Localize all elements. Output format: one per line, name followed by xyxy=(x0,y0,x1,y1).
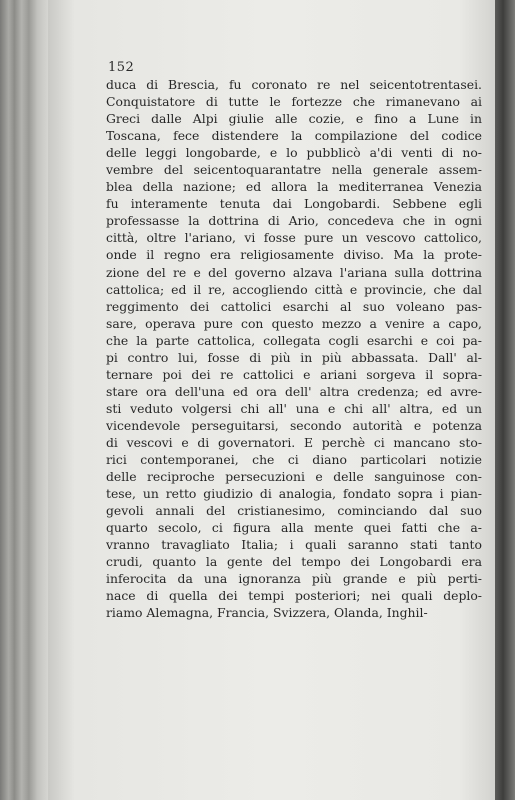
text-line: stare ora dell'una ed ora dell' altra credenza; ed avre- xyxy=(106,383,482,399)
text-line: delle leggi longobarde, e lo pubblicò a'di venti di no- xyxy=(106,145,482,161)
text-line: gevoli annali del cristianesimo, cominciando dal suo xyxy=(106,503,482,519)
text-line: nace di quella dei tempi posteriori; nei quali deplo- xyxy=(106,588,482,604)
text-line: ternare poi dei re cattolici e ariani sorgeva il sopra- xyxy=(106,366,482,382)
text-line: riamo Alemagna, Francia, Svizzera, Olanda, Inghil- xyxy=(106,605,428,621)
text-line: vembre del seicentoquarantatre nella generale assem- xyxy=(106,162,482,178)
text-line: sare, operava pure con questo mezzo a venire a capo, xyxy=(106,315,482,331)
text-line: zione del re e del governo alzava l'ariana sulla dottrina xyxy=(106,264,482,280)
text-line: di vescovi e di governatori. E perchè ci mancano sto- xyxy=(106,434,482,450)
text-line: Greci dalle Alpi giulie alle cozie, e fino a Lune in xyxy=(106,111,482,127)
page-number: 152 xyxy=(108,60,135,75)
text-line: vicendevole perseguitarsi, secondo autorità e potenza xyxy=(106,417,482,433)
text-line: Conquistatore di tutte le fortezze che rimanevano ai xyxy=(106,94,482,110)
text-line: sti veduto volgersi chi all' una e chi all' altra, ed un xyxy=(106,400,482,416)
text-line: rici contemporanei, che ci diano particolari notizie xyxy=(106,452,482,468)
text-line: che la parte cattolica, collegata cogli esarchi e coi pa- xyxy=(106,332,482,348)
text-line: vranno travagliato Italia; i quali saranno stati tanto xyxy=(106,537,482,553)
text-line: professasse la dottrina di Ario, concedeva che in ogni xyxy=(106,213,482,229)
text-line: fu interamente tenuta dai Longobardi. Sebbene egli xyxy=(106,196,482,212)
text-line: duca di Brescia, fu coronato re nel seicentotrentasei. xyxy=(106,77,482,92)
text-line: tese, un retto giudizio di analogia, fondato sopra i pian- xyxy=(106,486,482,502)
text-line: quarto secolo, ci figura alla mente quei fatti che a- xyxy=(106,520,482,536)
text-line: inferocita da una ignoranza più grande e più perti- xyxy=(106,571,482,587)
text-line: blea della nazione; ed allora la mediterranea Venezia xyxy=(106,179,482,195)
text-line: città, oltre l'ariano, vi fosse pure un vescovo cattolico, xyxy=(106,230,482,246)
body-text xyxy=(106,76,482,622)
text-line: Toscana, fece distendere la compilazione del codice xyxy=(106,128,482,144)
book-gutter-edge xyxy=(0,0,48,800)
text-line: onde il regno era religiosamente diviso. Ma la prote- xyxy=(106,247,482,263)
text-line: cattolica; ed il re, accogliendo città e provincie, che dal xyxy=(106,281,482,297)
text-line: pi contro lui, fosse di più in più abbassata. Dall' al- xyxy=(106,349,482,365)
book-outer-edge xyxy=(495,0,515,800)
text-line: crudi, quanto la gente del tempo dei Longobardi era xyxy=(106,554,482,570)
text-line: reggimento dei cattolici esarchi al suo voleano pas- xyxy=(106,298,482,314)
text-line: delle reciproche persecuzioni e delle sanguinose con- xyxy=(106,469,482,485)
